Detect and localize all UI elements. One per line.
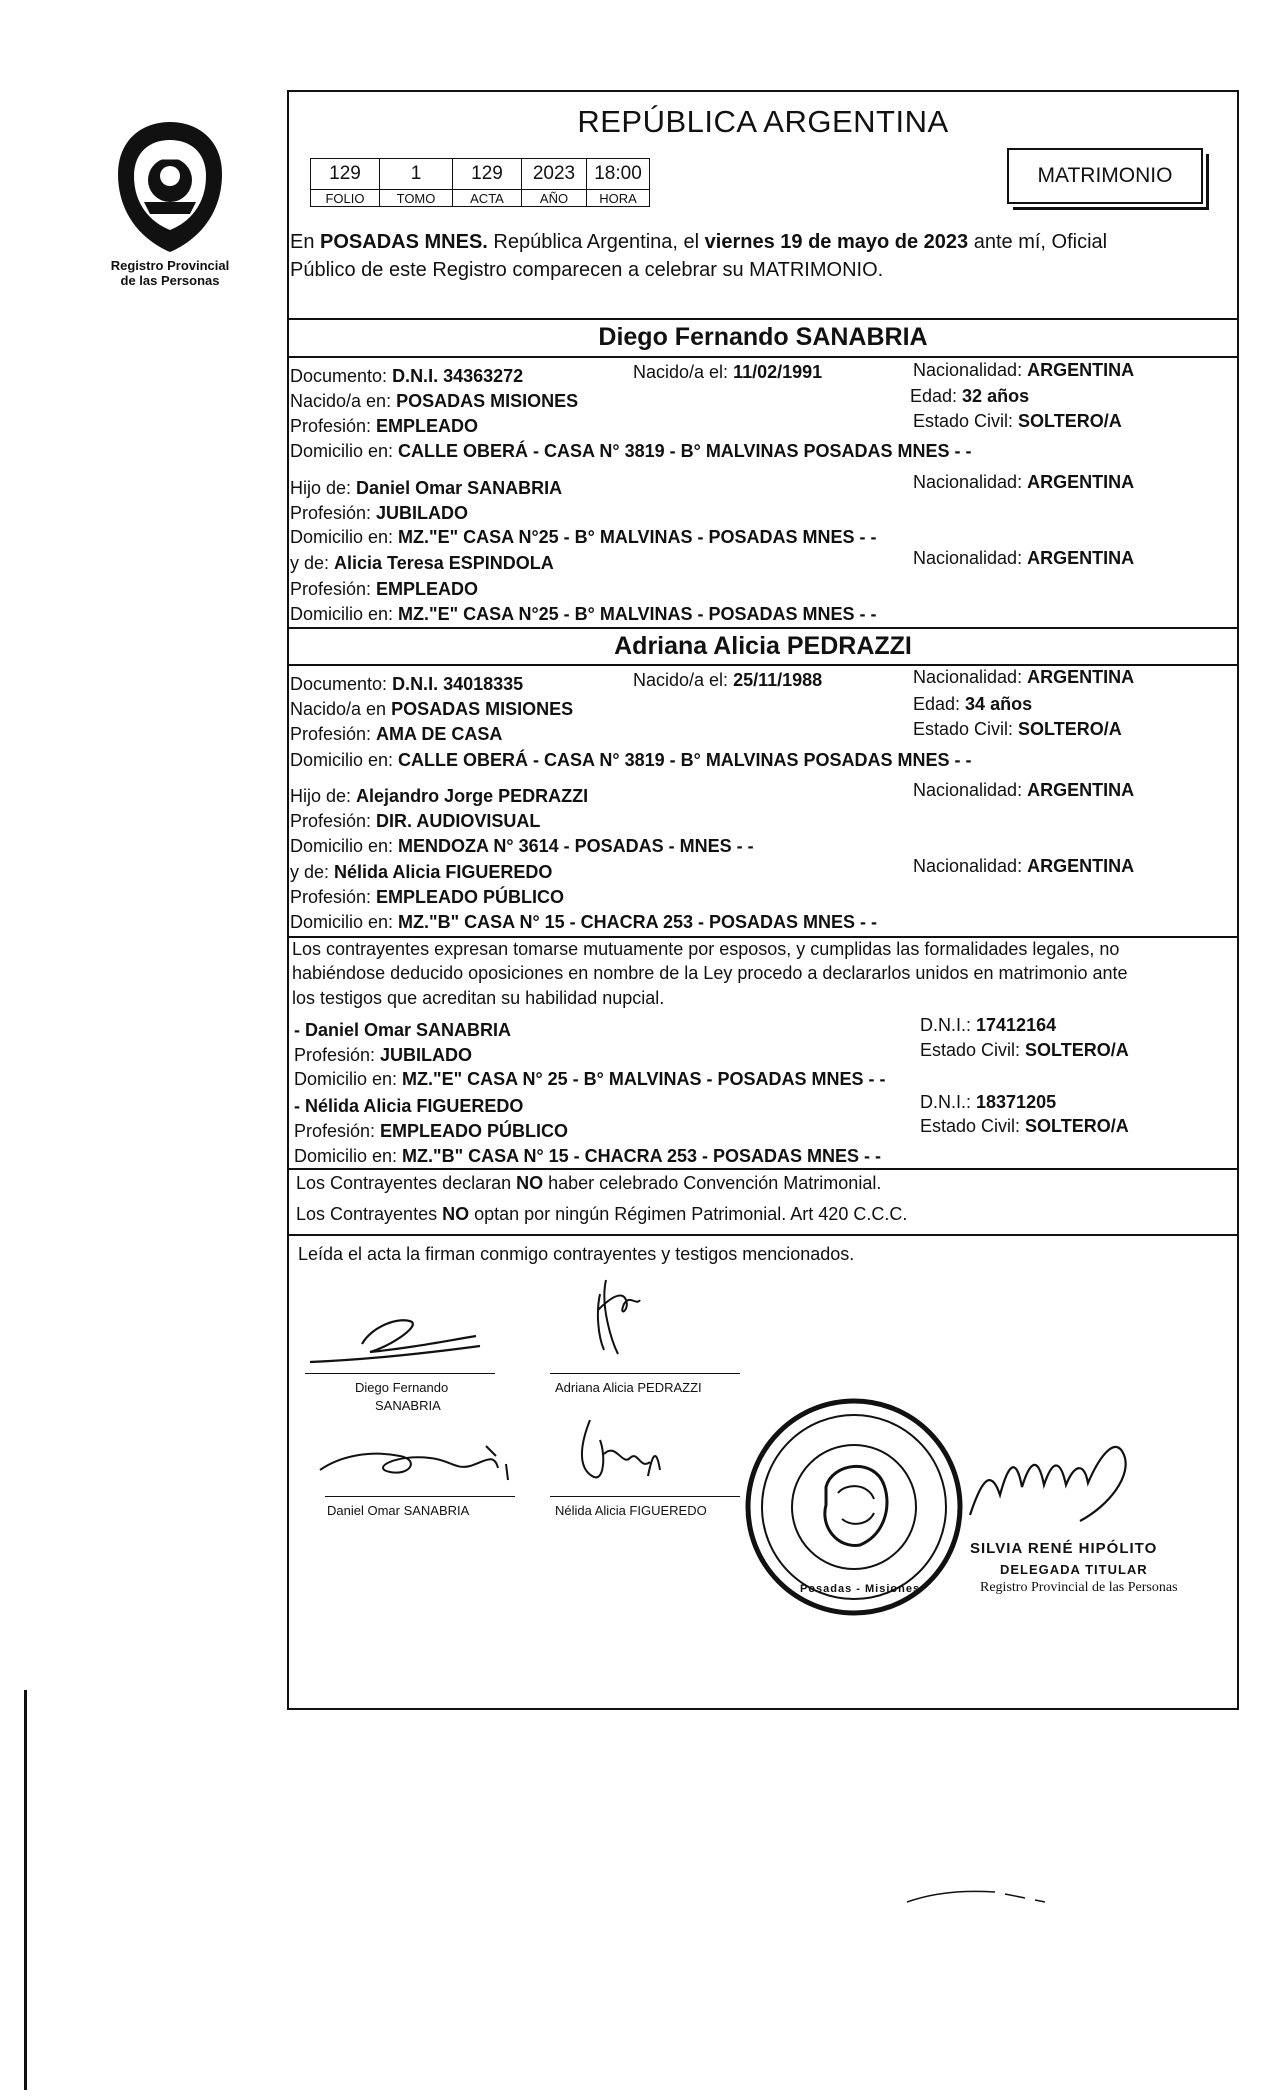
witness2-signature-caption: Nélida Alicia FIGUEREDO [555, 1503, 707, 1518]
tomo-value: 1 [380, 159, 453, 190]
signatures-drawing [300, 1270, 740, 1520]
scan-edge-line [24, 1690, 27, 2090]
convention-line2: Los Contrayentes NO optan por ningún Régimen Patrimonial. Art 420 C.C.C. [296, 1204, 908, 1224]
ano-label: AÑO [522, 190, 587, 207]
provincial-registry-logo [110, 118, 230, 258]
reference-table [310, 158, 650, 207]
witness2-dni: D.N.I.: 18371205 [920, 1092, 1057, 1112]
hora-value: 18:00 [587, 159, 650, 190]
witness1-dni: D.N.I.: 17412164 [920, 1015, 1057, 1035]
spouse1-signature-line [305, 1373, 495, 1374]
witness1-civil-status: Estado Civil: SOLTERO/A [920, 1040, 1129, 1060]
witness2-address: Domicilio en: MZ."B" CASA N° 15 - CHACRA 253 - POSADAS MNES - - [294, 1146, 882, 1166]
divider [287, 356, 1239, 358]
spouse1-signature-caption-1: Diego Fernando [355, 1380, 449, 1395]
spouse2-birthplace: Nacido/a en POSADAS MISIONES [290, 699, 574, 719]
hora-label: HORA [587, 190, 650, 207]
spouse2-father-nationality: Nacionalidad: ARGENTINA [913, 780, 1135, 800]
acta-label: ACTA [453, 190, 522, 207]
spouse1-civil-status: Estado Civil: SOLTERO/A [913, 411, 1122, 431]
spouse2-father-address: Domicilio en: MENDOZA N° 3614 - POSADAS - MNES - - [290, 836, 754, 856]
spouse2-civil-status: Estado Civil: SOLTERO/A [913, 719, 1122, 739]
spouse1-mother: y de: Alicia Teresa ESPINDOLA [290, 553, 554, 573]
document-type-box: MATRIMONIO [1007, 148, 1203, 204]
spouse2-address: Domicilio en: CALLE OBERÁ - CASA N° 3819 - B° MALVINAS POSADAS MNES - - [290, 750, 972, 770]
witness1-address: Domicilio en: MZ."E" CASA N° 25 - B° MALVINAS - POSADAS MNES - - [294, 1069, 886, 1089]
spouse2-mother-nationality: Nacionalidad: ARGENTINA [913, 856, 1135, 876]
tomo-label: TOMO [380, 190, 453, 207]
spouse1-nationality: Nacionalidad: ARGENTINA [913, 360, 1135, 380]
folio-value: 129 [311, 159, 380, 190]
witness1-signature-line [325, 1496, 515, 1497]
divider [287, 936, 1239, 938]
intro-text: En POSADAS MNES. República Argentina, el viernes 19 de mayo de 2023 ante mí, Oficial Público de este Registro comparecen a celebrar su MATRIMONIO. [290, 231, 1108, 281]
convention-line1: Los Contrayentes declaran NO haber celebrado Convención Matrimonial. [296, 1173, 882, 1193]
spouse1-father-profession: Profesión: JUBILADO [290, 503, 469, 523]
spouse1-birthplace: Nacido/a en: POSADAS MISIONES [290, 391, 579, 411]
official-name: SILVIA RENÉ HIPÓLITO [970, 1540, 1158, 1557]
spouse1-mother-address: Domicilio en: MZ."E" CASA N°25 - B° MALVINAS - POSADAS MNES - - [290, 604, 877, 624]
logo-caption: Registro Provincial de las Personas [110, 258, 230, 288]
divider [287, 1234, 1239, 1236]
spouse2-birthdate: Nacido/a el: 25/11/1988 [633, 670, 823, 690]
spouse2-mother: y de: Nélida Alicia FIGUEREDO [290, 862, 553, 882]
scan-mark [905, 1880, 1085, 1910]
witness2-signature-line [550, 1496, 740, 1497]
spouse1-father: Hijo de: Daniel Omar SANABRIA [290, 478, 563, 498]
spouse1-documento: Documento: D.N.I. 34363272 [290, 366, 524, 386]
spouse2-father-profession: Profesión: DIR. AUDIOVISUAL [290, 811, 541, 831]
spouse1-mother-profession: Profesión: EMPLEADO [290, 579, 479, 599]
spouse2-profession: Profesión: AMA DE CASA [290, 724, 503, 744]
spouse2-documento: Documento: D.N.I. 34018335 [290, 674, 524, 694]
spouse2-father: Hijo de: Alejandro Jorge PEDRAZZI [290, 786, 589, 806]
spouse2-mother-profession: Profesión: EMPLEADO PÚBLICO [290, 887, 565, 907]
witness1-name: - Daniel Omar SANABRIA [294, 1020, 512, 1040]
divider [287, 627, 1239, 629]
spouse1-address: Domicilio en: CALLE OBERÁ - CASA N° 3819 - B° MALVINAS POSADAS MNES - - [290, 441, 972, 461]
spouse1-age: Edad: 32 años [910, 386, 1030, 406]
closing-text: Leída el acta la firman conmigo contrayentes y testigos mencionados. [298, 1244, 855, 1264]
divider [287, 318, 1239, 320]
spouse1-father-nationality: Nacionalidad: ARGENTINA [913, 472, 1135, 492]
seal-city: Posadas - Misiones [800, 1583, 921, 1595]
ano-value: 2023 [522, 159, 587, 190]
witness1-signature-caption: Daniel Omar SANABRIA [327, 1503, 470, 1518]
witness2-civil-status: Estado Civil: SOLTERO/A [920, 1116, 1129, 1136]
acta-value: 129 [453, 159, 522, 190]
spouse2-nationality: Nacionalidad: ARGENTINA [913, 667, 1135, 687]
official-signature [960, 1425, 1160, 1535]
divider [287, 1168, 1239, 1170]
spouse1-profession: Profesión: EMPLEADO [290, 416, 479, 436]
folio-label: FOLIO [311, 190, 380, 207]
spouse1-birthdate: Nacido/a el: 11/02/1991 [633, 362, 823, 382]
declaration-line3: los testigos que acreditan su habilidad nupcial. [292, 988, 665, 1008]
spouse1-signature-caption-2: SANABRIA [375, 1398, 441, 1413]
spouse1-mother-nationality: Nacionalidad: ARGENTINA [913, 548, 1135, 568]
spouse2-age: Edad: 34 años [913, 694, 1033, 714]
page-title: REPÚBLICA ARGENTINA [577, 104, 949, 139]
official-role: DELEGADA TITULAR [1000, 1562, 1148, 1577]
witness2-profession: Profesión: EMPLEADO PÚBLICO [294, 1121, 569, 1141]
divider [287, 664, 1239, 666]
declaration-line2: habiéndose deducido oposiciones en nombre de la Ley procedo a declararlos unidos en matrimonio ante [292, 963, 1128, 983]
witness1-profession: Profesión: JUBILADO [294, 1045, 473, 1065]
declaration-line1: Los contrayentes expresan tomarse mutuamente por esposos, y cumplidas las formalidades legales, no [292, 939, 1120, 959]
spouse1-father-address: Domicilio en: MZ."E" CASA N°25 - B° MALVINAS - POSADAS MNES - - [290, 527, 877, 547]
official-office: Registro Provincial de las Personas [980, 1580, 1178, 1595]
spouse1-name: Diego Fernando SANABRIA [598, 323, 928, 351]
spouse2-signature-caption: Adriana Alicia PEDRAZZI [555, 1380, 702, 1395]
official-seal [742, 1395, 966, 1619]
spouse2-signature-line [550, 1373, 740, 1374]
spouse2-mother-address: Domicilio en: MZ."B" CASA N° 15 - CHACRA 253 - POSADAS MNES - - [290, 912, 878, 932]
spouse2-name: Adriana Alicia PEDRAZZI [614, 632, 912, 660]
witness2-name: - Nélida Alicia FIGUEREDO [294, 1096, 524, 1116]
